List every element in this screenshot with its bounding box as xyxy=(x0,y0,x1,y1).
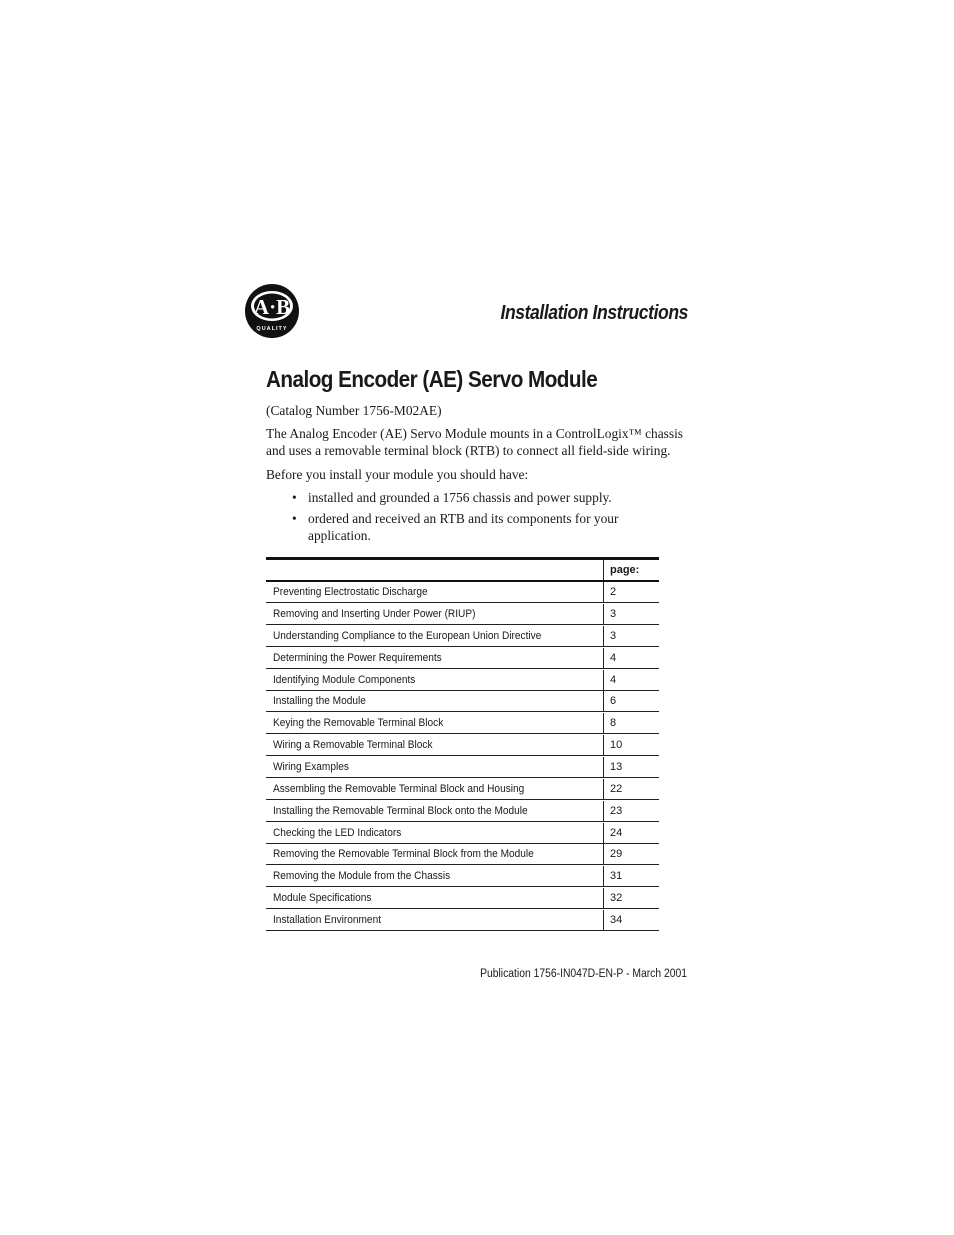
publication-footer: Publication 1756-IN047D-EN-P - March 2001 xyxy=(480,968,687,980)
table-row[interactable] xyxy=(266,604,659,625)
toc-page-cell xyxy=(603,757,660,777)
toc-page-cell xyxy=(603,866,660,886)
toc-page-cell xyxy=(603,801,660,821)
toc-page: 31 xyxy=(610,870,623,882)
toc-topic: Assembling the Removable Terminal Block and Housing xyxy=(273,783,525,795)
bullet-icon: • xyxy=(292,511,297,526)
toc-topic: Wiring a Removable Terminal Block xyxy=(273,739,433,751)
table-row[interactable] xyxy=(266,582,659,603)
toc-page: 3 xyxy=(610,630,617,642)
toc-topic: Determining the Power Requirements xyxy=(273,652,442,664)
toc-page: 23 xyxy=(610,805,623,817)
allen-bradley-logo xyxy=(244,283,300,339)
table-row[interactable] xyxy=(266,866,659,887)
list-item-text: installed and grounded a 1756 chassis and power supply. xyxy=(308,490,612,505)
toc-topic: Understanding Compliance to the European Union Directive xyxy=(273,630,542,642)
toc-page: 10 xyxy=(610,739,623,751)
toc-page-cell xyxy=(603,735,660,755)
table-row[interactable] xyxy=(266,779,659,800)
toc-page: 24 xyxy=(610,827,623,839)
table-row[interactable] xyxy=(266,648,659,669)
table-row[interactable] xyxy=(266,844,659,865)
toc-page: 34 xyxy=(610,914,623,926)
table-row[interactable] xyxy=(266,670,659,691)
prerequisites-list xyxy=(292,489,652,548)
list-item xyxy=(292,489,652,506)
doc-type-heading: Installation Instructions xyxy=(500,302,688,324)
prerequisites-intro: Before you install your module you should have: xyxy=(266,467,529,482)
toc-page: 2 xyxy=(610,586,617,598)
table-row[interactable] xyxy=(266,801,659,822)
toc-topic: Keying the Removable Terminal Block xyxy=(273,717,444,729)
toc-page-cell xyxy=(603,823,660,843)
toc-page: 13 xyxy=(610,761,623,773)
logo-mark: A·B xyxy=(253,295,291,319)
toc-topic: Identifying Module Components xyxy=(273,674,416,686)
toc-page-cell xyxy=(603,582,660,602)
toc-page: 8 xyxy=(610,717,617,729)
table-row[interactable] xyxy=(266,757,659,778)
list-item-text: ordered and received an RTB and its components for your application. xyxy=(308,511,619,543)
table-row[interactable] xyxy=(266,735,659,756)
toc-topic: Removing the Module from the Chassis xyxy=(273,870,451,882)
toc-topic: Checking the LED Indicators xyxy=(273,827,402,839)
table-row[interactable] xyxy=(266,713,659,734)
table-row[interactable] xyxy=(266,626,659,647)
toc-header-row xyxy=(266,560,659,581)
toc-page-cell xyxy=(603,604,660,624)
list-item xyxy=(292,510,652,544)
logo-tagline: QUALITY xyxy=(256,326,288,332)
table-row[interactable] xyxy=(266,823,659,844)
toc-topic: Installing the Removable Terminal Block onto the Module xyxy=(273,805,528,817)
toc-page: 29 xyxy=(610,848,623,860)
toc-page: 4 xyxy=(610,674,617,686)
toc-topic: Installing the Module xyxy=(273,695,366,707)
toc-page: 6 xyxy=(610,695,617,707)
toc-topic: Module Specifications xyxy=(273,892,372,904)
toc-topic: Removing and Inserting Under Power (RIUP) xyxy=(273,608,476,620)
toc-page-cell xyxy=(603,648,660,668)
toc-page: 4 xyxy=(610,652,617,664)
toc-page-header: page: xyxy=(610,564,640,576)
toc-page-cell xyxy=(603,713,660,733)
toc-page-cell xyxy=(603,910,660,930)
toc-page-cell xyxy=(603,670,660,690)
page-title: Analog Encoder (AE) Servo Module xyxy=(266,366,598,392)
catalog-number: (Catalog Number 1756-M02AE) xyxy=(266,403,442,418)
table-row[interactable] xyxy=(266,888,659,909)
toc-topic: Removing the Removable Terminal Block from the Module xyxy=(273,848,534,860)
toc-page-cell xyxy=(603,844,660,864)
toc-page-cell xyxy=(603,779,660,799)
toc-page: 3 xyxy=(610,608,617,620)
toc-page-header-cell xyxy=(603,560,660,581)
toc-page-cell xyxy=(603,691,660,711)
toc-page-cell xyxy=(603,888,660,908)
toc-topic: Preventing Electrostatic Discharge xyxy=(273,586,428,598)
toc-topic: Wiring Examples xyxy=(273,761,349,773)
table-row[interactable] xyxy=(266,691,659,712)
toc-topic: Installation Environment xyxy=(273,914,382,926)
bullet-icon: • xyxy=(292,490,297,505)
toc-page-cell xyxy=(603,626,660,646)
toc-page: 22 xyxy=(610,783,623,795)
table-row[interactable] xyxy=(266,910,659,931)
toc-page: 32 xyxy=(610,892,623,904)
intro-paragraph: The Analog Encoder (AE) Servo Module mounts in a ControlLogix™ chassis and uses a removable terminal block (RTB) to connect all field-side wiring. xyxy=(266,426,684,458)
